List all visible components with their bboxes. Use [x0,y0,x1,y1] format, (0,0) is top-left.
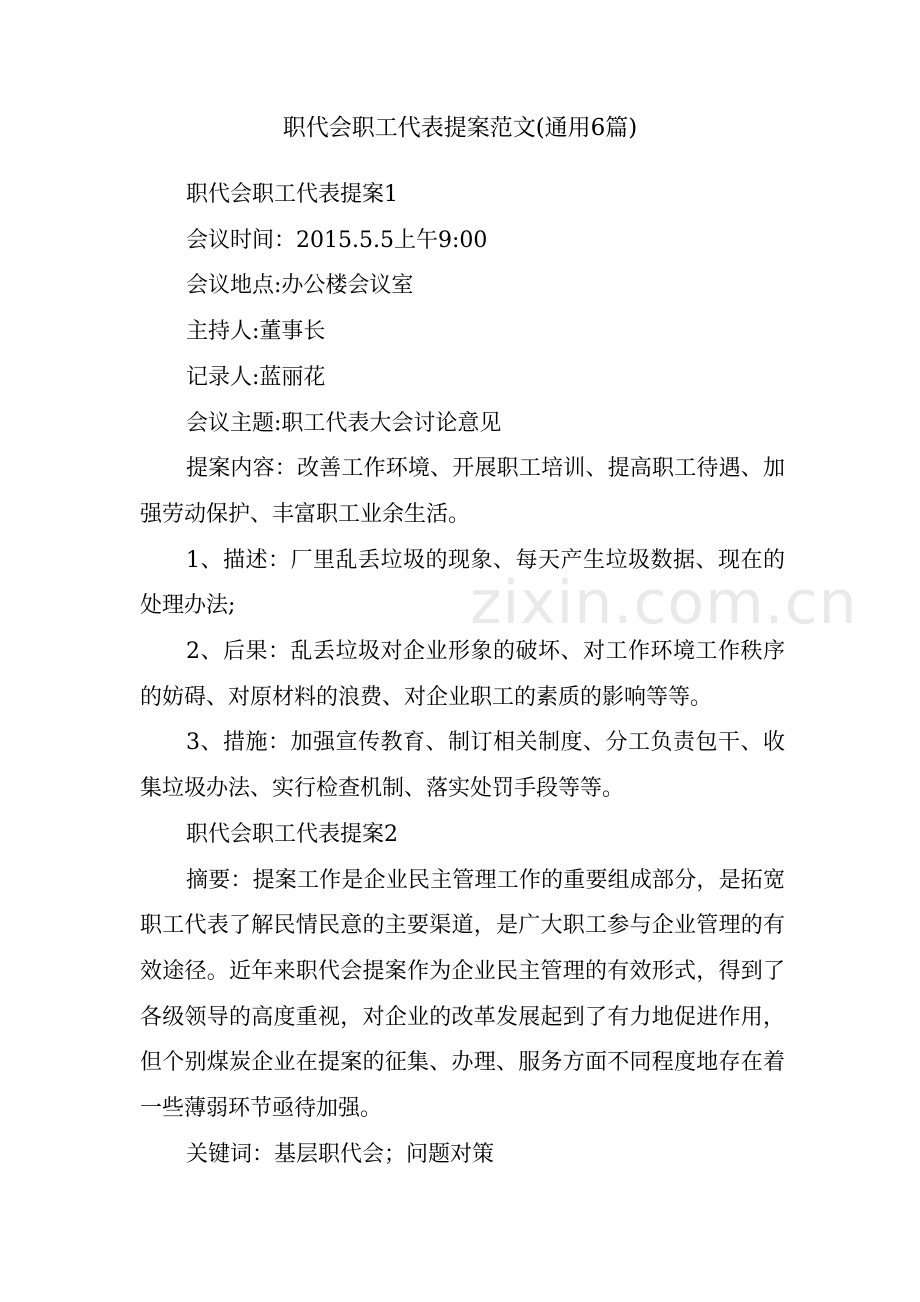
proposal-content: 提案内容：改善工作环境、开展职工培训、提高职工待遇、加强劳动保护、丰富职工业余生活。 [140,456,785,527]
watermark: zixin.com.cn [470,568,858,638]
keywords-paragraph: 关键词：基层职代会；问题对策 [186,1141,495,1167]
meeting-topic: 会议主题:职工代表大会讨论意见 [186,410,502,436]
document-title: 职代会职工代表提案范文(通用6篇) [282,115,638,141]
abstract-paragraph: 摘要：提案工作是企业民主管理工作的重要组成部分，是拓宽职工代表了解民情民意的主要渠道，是广大职工参与企业管理的有效途径。近年来职代会提案作为企业民主管理的有效形式，得到了各级领导的高度重视，对企业的改革发展起到了有力地促进作用，但个别煤炭企业在提案的征集、办理、服务方面不同程度地存在着一些薄弱环节亟待加强。 [140,867,785,1122]
document-body [140,172,785,1177]
meeting-recorder: 记录人:蓝丽花 [186,364,326,390]
meeting-host: 主持人:董事长 [186,319,326,345]
proposal-consequence: 2、后果：乱丢垃圾对企业形象的破坏、对工作环境工作秩序的妨碍、对原材料的浪费、对企业职工的素质的影响等等。 [140,639,785,710]
proposal-measures: 3、措施：加强宣传教育、制订相关制度、分工负责包干、收集垃圾办法、实行检查机制、落实处罚手段等等。 [140,730,785,802]
section-heading-2: 职代会职工代表提案2 [186,821,398,847]
proposal-description: 1、描述：厂里乱丢垃圾的现象、每天产生垃圾数据、现在的处理办法; [140,547,785,619]
meeting-location: 会议地点:办公楼会议室 [186,273,414,299]
section-heading-1: 职代会职工代表提案1 [186,182,398,207]
meeting-time: 会议时间：2015.5.5上午9:00 [186,227,488,253]
